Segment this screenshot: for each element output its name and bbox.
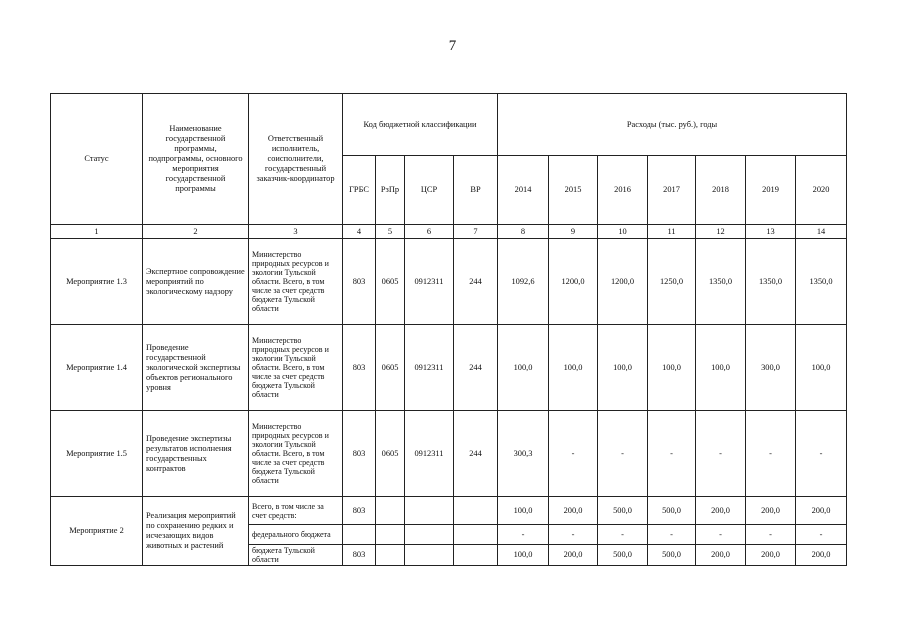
row-status: Мероприятие 1.5 bbox=[51, 411, 143, 497]
row-value: - bbox=[648, 525, 696, 545]
column-number: 2 bbox=[143, 225, 249, 239]
row-name: Реализация мероприятий по сохранению редких и исчезающих видов животных и растений bbox=[143, 497, 249, 566]
row-value: 200,0 bbox=[796, 497, 847, 525]
table-row bbox=[51, 325, 847, 411]
header-status: Статус bbox=[51, 94, 143, 225]
row-name: Проведение государственной экологической экспертизы объектов регионального уровня bbox=[143, 325, 249, 411]
row-value: 500,0 bbox=[598, 545, 648, 566]
row-responsible: Всего, в том числе за счет средств: bbox=[249, 497, 343, 525]
row-responsible: федерального бюджета bbox=[249, 525, 343, 545]
row-value: - bbox=[796, 525, 847, 545]
row-vr bbox=[454, 525, 498, 545]
row-csr: 0912311 bbox=[405, 411, 454, 497]
row-value: 1200,0 bbox=[598, 239, 648, 325]
row-value: 1200,0 bbox=[549, 239, 598, 325]
column-number: 5 bbox=[376, 225, 405, 239]
row-csr bbox=[405, 545, 454, 566]
row-status: Мероприятие 1.3 bbox=[51, 239, 143, 325]
header-year: 2019 bbox=[746, 156, 796, 225]
row-csr: 0912311 bbox=[405, 239, 454, 325]
row-status: Мероприятие 2 bbox=[51, 497, 143, 566]
row-csr: 0912311 bbox=[405, 325, 454, 411]
column-number-row bbox=[51, 225, 847, 239]
row-grbs: 803 bbox=[343, 325, 376, 411]
column-number: 1 bbox=[51, 225, 143, 239]
row-value: - bbox=[598, 525, 648, 545]
header-rzpr: РзПр bbox=[376, 156, 405, 225]
row-value: - bbox=[549, 411, 598, 497]
row-value: 200,0 bbox=[549, 497, 598, 525]
row-rzpr: 0605 bbox=[376, 239, 405, 325]
table-row bbox=[51, 411, 847, 497]
row-value: 100,0 bbox=[549, 325, 598, 411]
header-name: Наименование государственной программы, подпрограммы, основного мероприятия государственной программы bbox=[143, 94, 249, 225]
page-number: 7 bbox=[448, 38, 457, 54]
row-responsible: Министерство природных ресурсов и экологии Тульской области. Всего, в том числе за счет средств бюджета Тульской области bbox=[249, 239, 343, 325]
row-value: 100,0 bbox=[498, 545, 549, 566]
header-year: 2016 bbox=[598, 156, 648, 225]
column-number: 7 bbox=[454, 225, 498, 239]
row-value: 300,3 bbox=[498, 411, 549, 497]
column-number: 4 bbox=[343, 225, 376, 239]
column-number: 11 bbox=[648, 225, 696, 239]
row-rzpr: 0605 bbox=[376, 411, 405, 497]
row-value: 200,0 bbox=[696, 497, 746, 525]
row-value: - bbox=[549, 525, 598, 545]
row-csr bbox=[405, 497, 454, 525]
row-value: 1350,0 bbox=[696, 239, 746, 325]
table-row bbox=[51, 239, 847, 325]
header-budget-code: Код бюджетной классификации bbox=[343, 94, 498, 156]
row-status: Мероприятие 1.4 bbox=[51, 325, 143, 411]
row-value: 200,0 bbox=[549, 545, 598, 566]
column-number: 3 bbox=[249, 225, 343, 239]
row-value: 500,0 bbox=[648, 545, 696, 566]
row-value: 500,0 bbox=[648, 497, 696, 525]
row-value: - bbox=[696, 411, 746, 497]
row-vr: 244 bbox=[454, 411, 498, 497]
row-value: - bbox=[498, 525, 549, 545]
row-grbs: 803 bbox=[343, 497, 376, 525]
row-grbs: 803 bbox=[343, 411, 376, 497]
header-year: 2017 bbox=[648, 156, 696, 225]
column-number: 9 bbox=[549, 225, 598, 239]
row-value: 100,0 bbox=[498, 497, 549, 525]
column-number: 6 bbox=[405, 225, 454, 239]
row-value: 100,0 bbox=[498, 325, 549, 411]
header-year: 2020 bbox=[796, 156, 847, 225]
row-vr bbox=[454, 497, 498, 525]
row-value: 100,0 bbox=[796, 325, 847, 411]
row-value: 1092,6 bbox=[498, 239, 549, 325]
row-value: 200,0 bbox=[696, 545, 746, 566]
row-grbs: 803 bbox=[343, 239, 376, 325]
header-year: 2015 bbox=[549, 156, 598, 225]
column-number: 13 bbox=[746, 225, 796, 239]
row-value: 1350,0 bbox=[796, 239, 847, 325]
row-value: 200,0 bbox=[796, 545, 847, 566]
row-value: 200,0 bbox=[746, 545, 796, 566]
row-csr bbox=[405, 525, 454, 545]
row-value: 1350,0 bbox=[746, 239, 796, 325]
row-rzpr bbox=[376, 497, 405, 525]
table-row bbox=[51, 497, 847, 525]
header-csr: ЦСР bbox=[405, 156, 454, 225]
row-value: 100,0 bbox=[598, 325, 648, 411]
row-value: 1250,0 bbox=[648, 239, 696, 325]
header-vr: ВР bbox=[454, 156, 498, 225]
header-expenses: Расходы (тыс. руб.), годы bbox=[498, 94, 847, 156]
row-rzpr: 0605 bbox=[376, 325, 405, 411]
row-name: Экспертное сопровождение мероприятий по экологическому надзору bbox=[143, 239, 249, 325]
column-number: 10 bbox=[598, 225, 648, 239]
column-number: 8 bbox=[498, 225, 549, 239]
budget-table bbox=[50, 93, 847, 566]
header-year: 2014 bbox=[498, 156, 549, 225]
row-rzpr bbox=[376, 545, 405, 566]
row-value: 200,0 bbox=[746, 497, 796, 525]
row-value: 100,0 bbox=[648, 325, 696, 411]
header-grbs: ГРБС bbox=[343, 156, 376, 225]
header-year: 2018 bbox=[696, 156, 746, 225]
header-responsible: Ответственный исполнитель, соисполнители, государственный заказчик-координатор bbox=[249, 94, 343, 225]
row-value: - bbox=[598, 411, 648, 497]
column-number: 14 bbox=[796, 225, 847, 239]
row-vr: 244 bbox=[454, 325, 498, 411]
row-vr bbox=[454, 545, 498, 566]
row-responsible: бюджета Тульской области bbox=[249, 545, 343, 566]
row-grbs bbox=[343, 525, 376, 545]
row-grbs: 803 bbox=[343, 545, 376, 566]
row-vr: 244 bbox=[454, 239, 498, 325]
row-value: 100,0 bbox=[696, 325, 746, 411]
row-value: 500,0 bbox=[598, 497, 648, 525]
column-number: 12 bbox=[696, 225, 746, 239]
row-responsible: Министерство природных ресурсов и экологии Тульской области. Всего, в том числе за счет средств бюджета Тульской области bbox=[249, 325, 343, 411]
row-name: Проведение экспертизы результатов исполнения государственных контрактов bbox=[143, 411, 249, 497]
row-rzpr bbox=[376, 525, 405, 545]
row-responsible: Министерство природных ресурсов и экологии Тульской области. Всего, в том числе за счет средств бюджета Тульской области bbox=[249, 411, 343, 497]
row-value: - bbox=[746, 525, 796, 545]
row-value: - bbox=[648, 411, 696, 497]
row-value: 300,0 bbox=[746, 325, 796, 411]
row-value: - bbox=[696, 525, 746, 545]
row-value: - bbox=[746, 411, 796, 497]
row-value: - bbox=[796, 411, 847, 497]
